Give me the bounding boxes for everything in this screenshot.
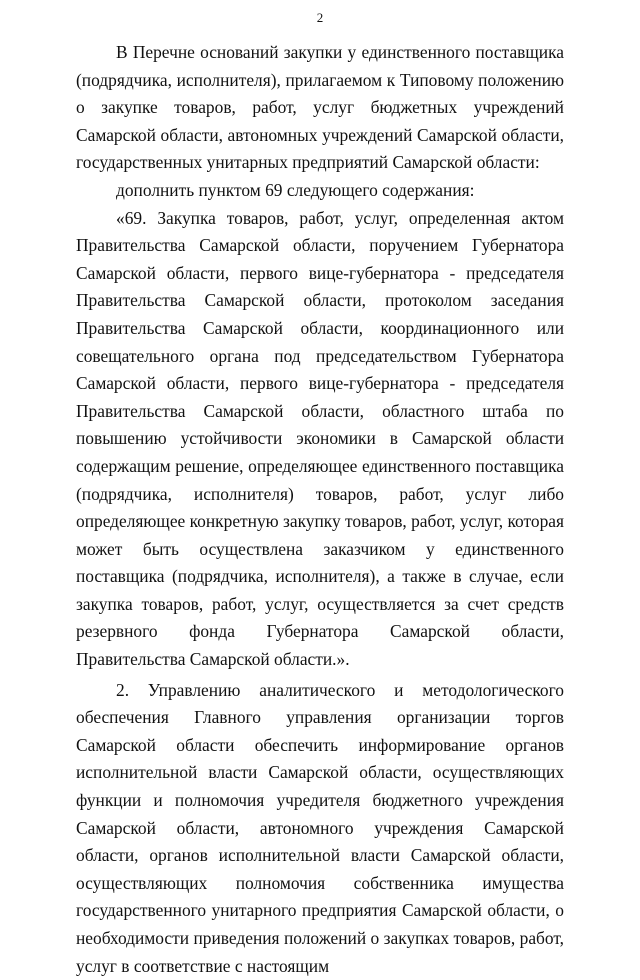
paragraph-procurement-list-intro: В Перечне оснований закупки у единственного поставщика (подрядчика, исполнителя), прилагаемом к Типовому положению о закупке товаров, работ, услуг бюджетных учреждений Самарской области, автономных учреждений Самарской области, государственных унитарных предприятий Самарской области: — [76, 42, 564, 173]
paragraph-add-item-69: дополнить пунктом 69 следующего содержания: — [116, 179, 475, 200]
paragraph-item-69-text: «69. Закупка товаров, работ, услуг, определенная актом Правительства Самарской области, поручением Губернатора Самарской области, первого вице-губернатора - председателя Правительства Самарской области, протоколом заседания Правительства Самарской области, координационного или совещательного органа под председательством Губернатора Самарской области, первого вице-губернатора - председателя Правительства Самарской области, областного штаба по повышению устойчивости экономики в Самарской области содержащим решение, определяющее единственного поставщика (подрядчика, исполнителя) товаров, работ, услуг либо определяющее конкретную закупку товаров, работ, услуг, которая может быть осуществлена заказчиком у единственного поставщика (подрядчика, исполнителя), а также в случае, если закупка товаров, работ, услуг, осуществляется за счет средств резервного фонда Губернатора Самарской области, Правительства Самарской области.». — [76, 207, 564, 670]
page-number: 2 — [316, 10, 324, 25]
document-body — [76, 39, 564, 980]
paragraph-point-2: 2. Управлению аналитического и методологического обеспечения Главного управления организации торгов Самарской области обеспечить информирование органов исполнительной власти Самарской области, осуществляющих функции и полномочия учредителя бюджетного учреждения Самарской области, автономного учреждения Самарской области, органов исполнительной власти Самарской области, осуществляющих полномочия собственника имущества государственного унитарного предприятия Самарской области, о необходимости приведения положений о закупках товаров, работ, услуг в соответствие с настоящим — [76, 679, 564, 976]
